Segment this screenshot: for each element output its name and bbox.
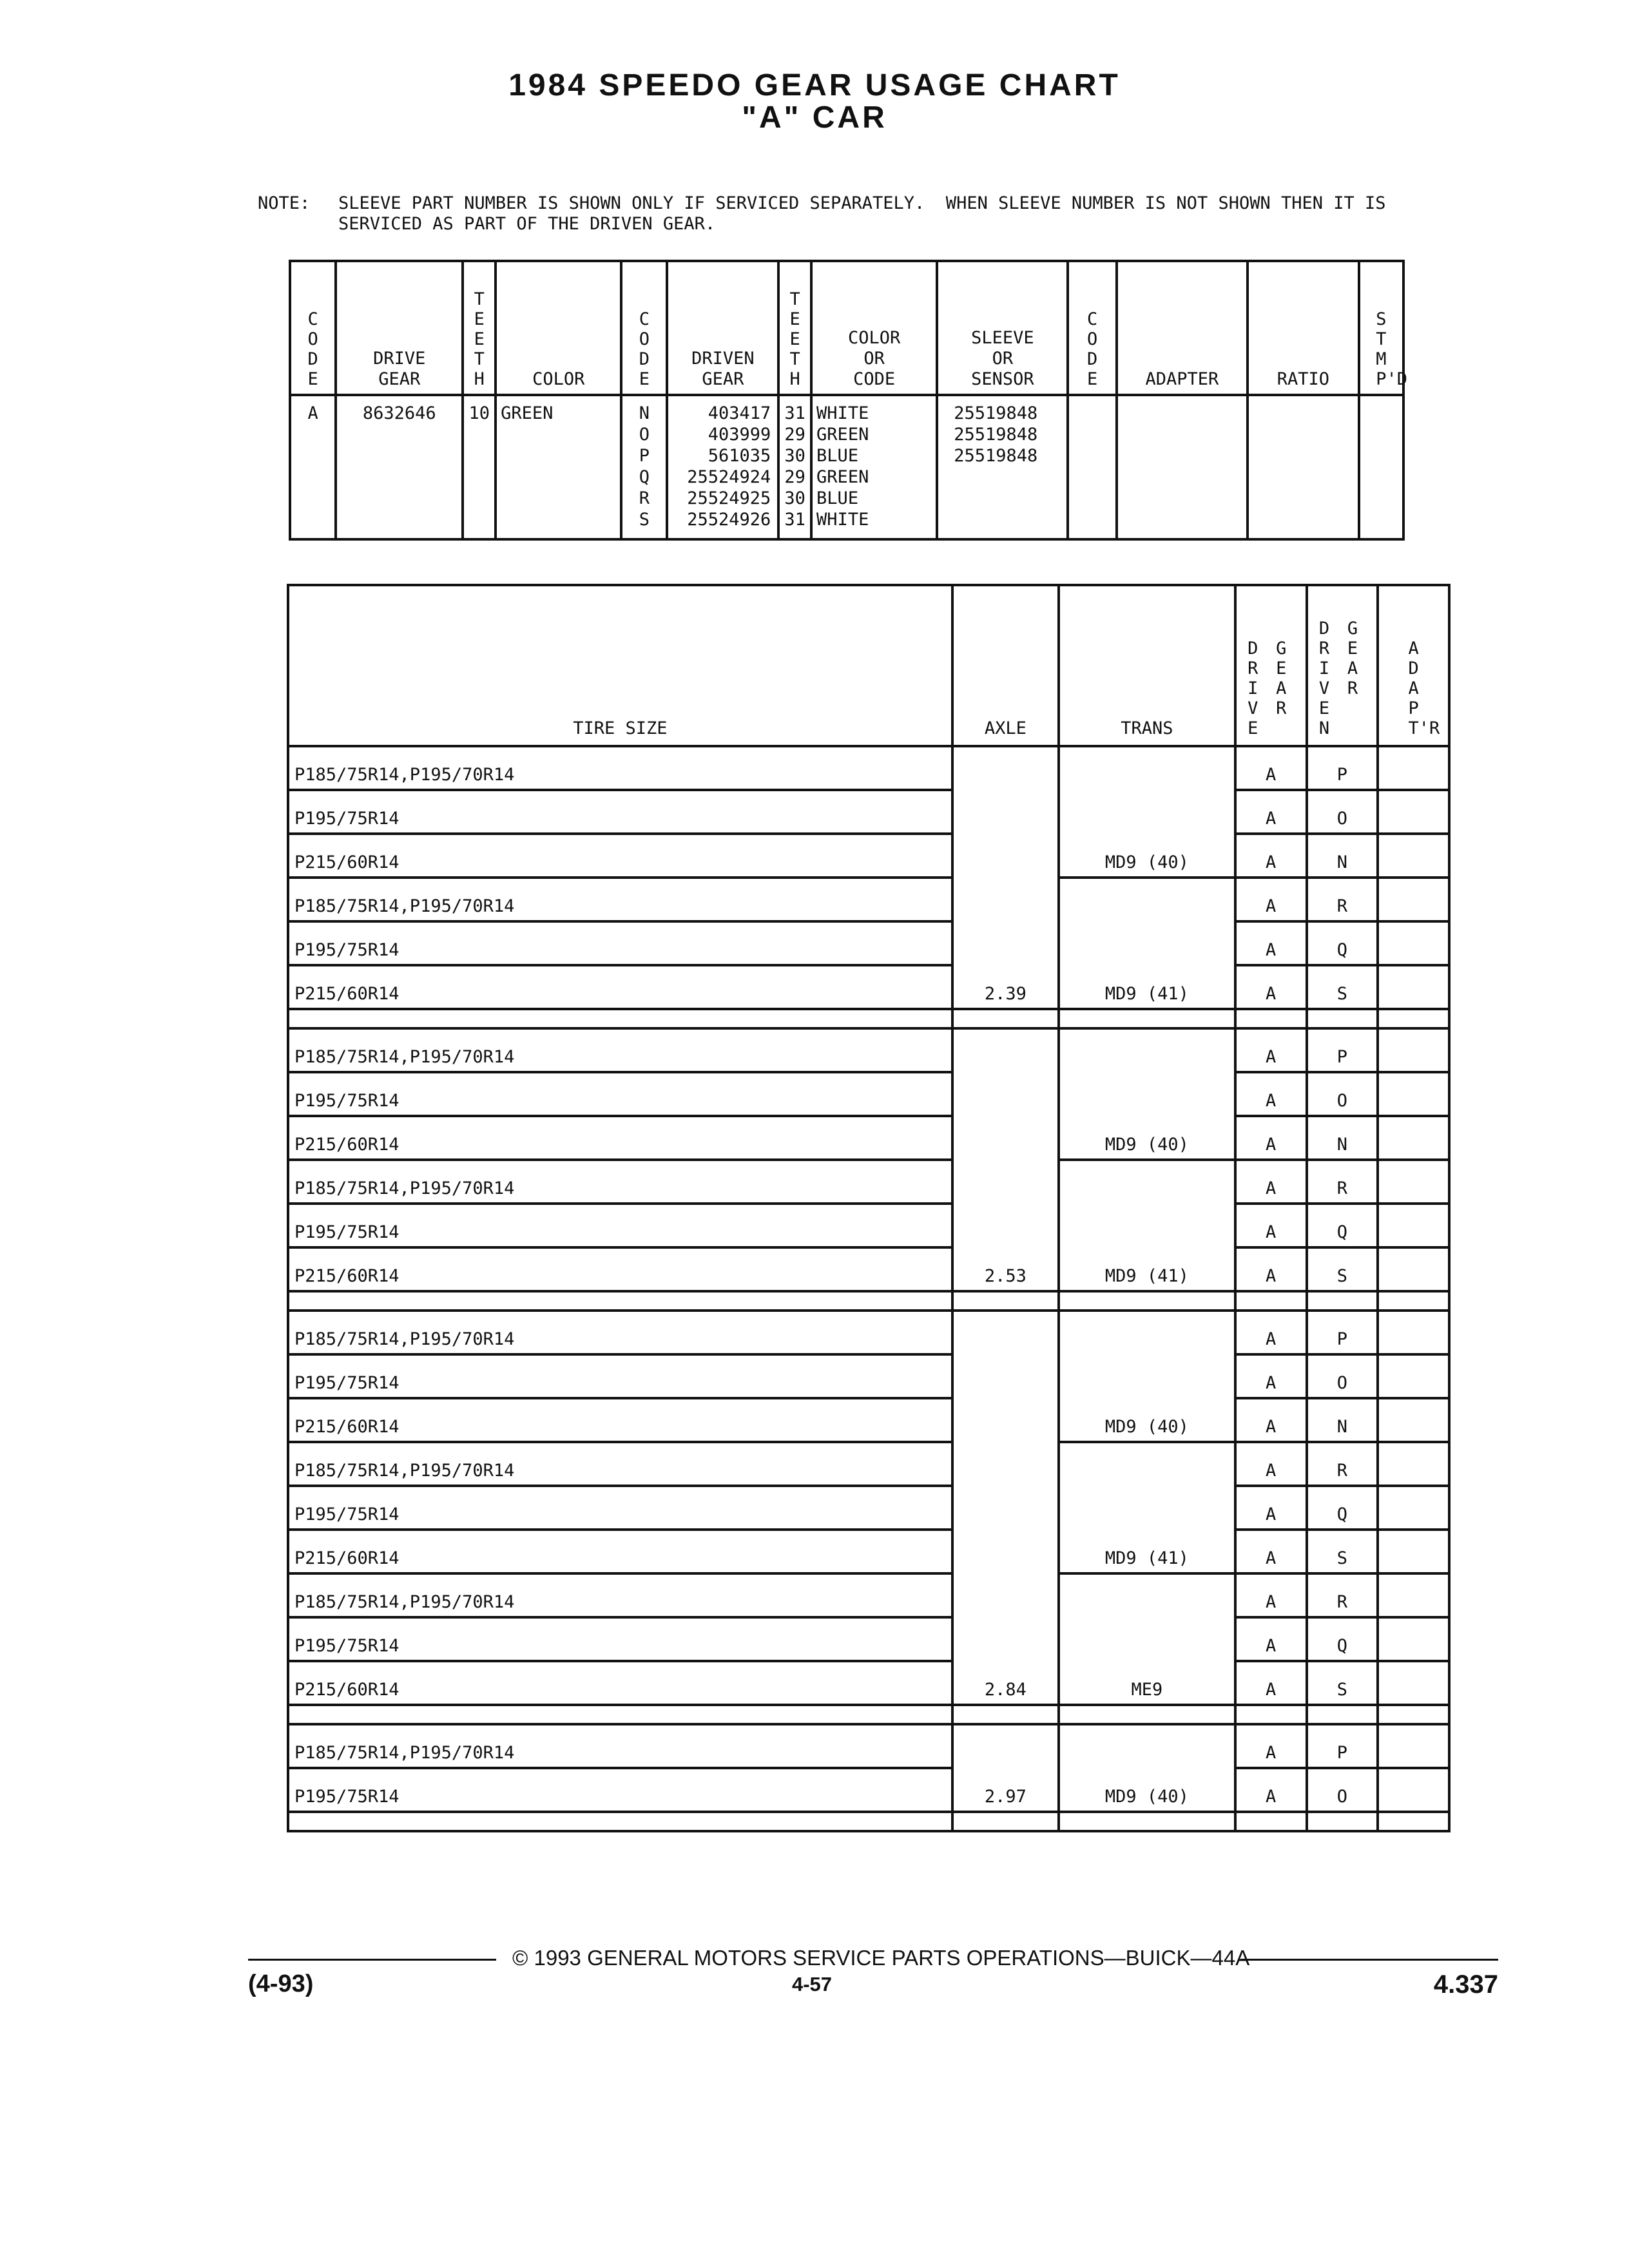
adapter-cell	[1378, 1204, 1449, 1247]
spacer-cell	[1378, 1812, 1449, 1831]
adapter-cell	[1378, 1354, 1449, 1398]
axle-cell	[952, 878, 1059, 921]
axle-cell	[952, 1028, 1059, 1072]
tire-size-cell: P195/75R14	[288, 1486, 952, 1530]
group-spacer	[288, 1705, 1449, 1724]
note-label: NOTE:	[258, 193, 311, 213]
tire-size-cell: P185/75R14,P195/70R14	[288, 1160, 952, 1204]
drive-gear-cell: A	[1235, 1204, 1307, 1247]
axle-cell	[952, 746, 1059, 790]
axle-cell	[952, 921, 1059, 965]
sleeve-number: 25519848	[954, 403, 1038, 423]
adapter-cell	[1378, 1311, 1449, 1354]
header-sleeve-3: SENSOR	[971, 369, 1034, 389]
spacer-cell	[1235, 1291, 1307, 1311]
adapter-cell	[1378, 1573, 1449, 1617]
axle-cell	[952, 790, 1059, 834]
axle-cell	[952, 1204, 1059, 1247]
driven-gear-cell: O	[1307, 790, 1378, 834]
table-row	[288, 1768, 1449, 1812]
trans-cell	[1059, 1617, 1235, 1661]
adapter-cell	[1378, 878, 1449, 921]
axle-cell: 2.84	[952, 1661, 1059, 1705]
tire-table-header	[288, 585, 1449, 746]
trans-cell: MD9 (40)	[1059, 1398, 1235, 1442]
axle-cell	[952, 1573, 1059, 1617]
header-color-or-code-1: COLOR	[847, 328, 901, 348]
trans-cell	[1059, 1072, 1235, 1116]
drive-gear-cell: A	[1235, 1028, 1307, 1072]
sleeve-number: 25519848	[954, 446, 1038, 466]
drive-gear-cell: A	[1235, 1617, 1307, 1661]
trans-cell	[1059, 1028, 1235, 1072]
table-row	[288, 1247, 1449, 1291]
drive-gear-cell: A	[1235, 1768, 1307, 1812]
tire-size-cell: P185/75R14,P195/70R14	[288, 1028, 952, 1072]
tire-size-cell: P185/75R14,P195/70R14	[288, 1442, 952, 1486]
spacer-cell	[1307, 1291, 1378, 1311]
footer-rule-right	[1240, 1959, 1498, 1961]
header-drive-gear-1: DRIVE	[373, 349, 426, 369]
drive-gear-cell: A	[1235, 1530, 1307, 1573]
driven-color: WHITE	[816, 403, 869, 423]
header-drive-gear-2: GEAR	[378, 369, 421, 389]
trans-cell: MD9 (41)	[1059, 965, 1235, 1009]
driven-gear-cell: S	[1307, 965, 1378, 1009]
tire-size-cell: P195/75R14	[288, 1768, 952, 1812]
driven-gear-cell: Q	[1307, 1617, 1378, 1661]
driven-gear-cell: R	[1307, 878, 1378, 921]
tire-size-cell: P215/60R14	[288, 834, 952, 878]
trans-cell: MD9 (40)	[1059, 1768, 1235, 1812]
adapter-cell	[1378, 1116, 1449, 1160]
table-row	[288, 1028, 1449, 1072]
row-color: GREEN	[501, 403, 554, 423]
driven-code: R	[639, 488, 650, 508]
tire-table	[287, 584, 1451, 1832]
driven-code: Q	[639, 467, 650, 487]
group-spacer	[288, 1009, 1449, 1028]
driven-teeth: 29	[784, 467, 805, 487]
header-teeth: TEETH	[474, 289, 485, 389]
tire-size-cell: P185/75R14,P195/70R14	[288, 1573, 952, 1617]
driven-gear-cell: P	[1307, 1724, 1378, 1768]
tire-size-cell: P215/60R14	[288, 1398, 952, 1442]
table-row	[288, 1354, 1449, 1398]
header-code-2: CODE	[639, 309, 650, 389]
adapter-cell	[1378, 921, 1449, 965]
spacer-cell	[288, 1009, 952, 1028]
adapter-cell	[1378, 1160, 1449, 1204]
driven-color: GREEN	[816, 467, 869, 487]
driven-gear-cell: S	[1307, 1661, 1378, 1705]
driven-gear-cell: R	[1307, 1160, 1378, 1204]
header-tire-size: TIRE SIZE	[573, 718, 668, 738]
drive-gear-cell: A	[1235, 1398, 1307, 1442]
note-line-1: SLEEVE PART NUMBER IS SHOWN ONLY IF SERVICED SEPARATELY. WHEN SLEEVE NUMBER IS NOT SHOWN THEN IT IS	[338, 193, 1386, 213]
table-row	[288, 965, 1449, 1009]
gear-table-row	[290, 395, 1403, 539]
tire-size-cell: P185/75R14,P195/70R14	[288, 1724, 952, 1768]
group-spacer	[288, 1291, 1449, 1311]
axle-cell	[952, 1160, 1059, 1204]
driven-gear-cell: P	[1307, 746, 1378, 790]
header-teeth-2: TEETH	[789, 289, 800, 389]
axle-cell	[952, 1486, 1059, 1530]
table-row	[288, 921, 1449, 965]
header-axle: AXLE	[984, 718, 1027, 738]
adapter-cell	[1378, 1617, 1449, 1661]
header-drive-gear-right: GEAR	[1276, 639, 1287, 718]
driven-gear-cell: Q	[1307, 1486, 1378, 1530]
table-row	[288, 790, 1449, 834]
axle-cell	[952, 1617, 1059, 1661]
header-sleeve-2: OR	[992, 349, 1014, 369]
trans-cell	[1059, 1160, 1235, 1204]
table-row	[288, 1724, 1449, 1768]
driven-gear-cell: N	[1307, 1116, 1378, 1160]
drive-gear-cell: A	[1235, 1442, 1307, 1486]
tire-size-cell: P215/60R14	[288, 1247, 952, 1291]
adapter-cell	[1378, 1661, 1449, 1705]
header-color: COLOR	[532, 369, 585, 389]
drive-gear-cell: A	[1235, 1247, 1307, 1291]
table-row	[288, 878, 1449, 921]
row-teeth: 10	[468, 403, 490, 423]
adapter-cell	[1378, 834, 1449, 878]
tire-size-cell: P215/60R14	[288, 965, 952, 1009]
driven-color: BLUE	[816, 446, 859, 466]
footer-page-right: 4.337	[1433, 1970, 1498, 1999]
table-row	[288, 834, 1449, 878]
tire-size-cell: P195/75R14	[288, 1204, 952, 1247]
trans-cell: MD9 (41)	[1059, 1530, 1235, 1573]
axle-cell	[952, 1072, 1059, 1116]
trans-cell: ME9	[1059, 1661, 1235, 1705]
drive-gear-cell: A	[1235, 1573, 1307, 1617]
table-row	[288, 1573, 1449, 1617]
header-driven-gear-left: DRIVEN	[1318, 619, 1330, 738]
trans-cell	[1059, 746, 1235, 790]
footer-copyright: © 1993 GENERAL MOTORS SERVICE PARTS OPERATIONS—BUICK—44A	[512, 1946, 1250, 1970]
trans-cell	[1059, 1354, 1235, 1398]
trans-cell	[1059, 921, 1235, 965]
adapter-cell	[1378, 1247, 1449, 1291]
header-color-or-code-2: OR	[863, 349, 885, 369]
tire-size-cell: P185/75R14,P195/70R14	[288, 878, 952, 921]
trans-cell	[1059, 1724, 1235, 1768]
drive-gear-cell: A	[1235, 834, 1307, 878]
tire-size-cell: P195/75R14	[288, 921, 952, 965]
spacer-cell	[1059, 1291, 1235, 1311]
header-code-3: CODE	[1086, 309, 1098, 389]
table-row	[288, 1204, 1449, 1247]
axle-cell	[952, 1116, 1059, 1160]
drive-gear-cell: A	[1235, 1354, 1307, 1398]
tire-size-cell: P195/75R14	[288, 1617, 952, 1661]
driven-code: N	[639, 403, 650, 423]
page-subtitle: "A" CAR	[742, 101, 887, 135]
driven-teeth: 30	[784, 446, 805, 466]
spacer-cell	[952, 1009, 1059, 1028]
driven-color: WHITE	[816, 510, 869, 530]
driven-gear: 25524926	[687, 510, 771, 530]
adapter-cell	[1378, 1486, 1449, 1530]
header-drive-gear	[1248, 639, 1294, 738]
table-row	[288, 1116, 1449, 1160]
tire-size-cell: P195/75R14	[288, 1354, 952, 1398]
spacer-cell	[1307, 1812, 1378, 1831]
header-ratio: RATIO	[1277, 369, 1330, 389]
trans-cell: MD9 (40)	[1059, 834, 1235, 878]
header-trans: TRANS	[1121, 718, 1173, 738]
drive-gear-cell: A	[1235, 921, 1307, 965]
driven-gear: 25524924	[687, 467, 771, 487]
header-driven-gear-2: GEAR	[702, 369, 744, 389]
driven-gear-cell: N	[1307, 834, 1378, 878]
spacer-cell	[1307, 1705, 1378, 1724]
trans-cell	[1059, 1204, 1235, 1247]
spacer-cell	[1235, 1705, 1307, 1724]
header-adapter: ADAPT'R	[1408, 639, 1440, 738]
driven-gear: 403417	[708, 403, 771, 423]
spacer-cell	[1378, 1009, 1449, 1028]
drive-gear-cell: A	[1235, 1724, 1307, 1768]
spacer-cell	[1235, 1009, 1307, 1028]
table-row	[288, 1486, 1449, 1530]
driven-gear: 25524925	[687, 488, 771, 508]
footer-date: (4-93)	[248, 1970, 314, 1997]
table-row	[288, 1442, 1449, 1486]
tire-size-cell: P215/60R14	[288, 1116, 952, 1160]
drive-gear-cell: A	[1235, 1311, 1307, 1354]
axle-cell	[952, 1442, 1059, 1486]
group-spacer	[288, 1812, 1449, 1831]
drive-gear-cell: A	[1235, 1486, 1307, 1530]
page-title: 1984 SPEEDO GEAR USAGE CHART	[508, 68, 1121, 102]
drive-gear-cell: A	[1235, 790, 1307, 834]
table-row	[288, 1617, 1449, 1661]
axle-cell: 2.97	[952, 1768, 1059, 1812]
header-sleeve-1: SLEEVE	[971, 328, 1034, 348]
trans-cell	[1059, 1573, 1235, 1617]
driven-gear-cell: O	[1307, 1354, 1378, 1398]
driven-gear-cell: Q	[1307, 1204, 1378, 1247]
adapter-cell	[1378, 1028, 1449, 1072]
table-row	[288, 1398, 1449, 1442]
driven-gear-cell: N	[1307, 1398, 1378, 1442]
spacer-cell	[1307, 1009, 1378, 1028]
driven-teeth: 30	[784, 488, 805, 508]
header-code: CODE	[307, 309, 318, 389]
spacer-cell	[1235, 1812, 1307, 1831]
driven-code: S	[639, 510, 650, 530]
header-drive-gear-left: DRIVE	[1248, 639, 1258, 738]
spacer-cell	[288, 1291, 952, 1311]
spacer-cell	[288, 1705, 952, 1724]
driven-color: GREEN	[816, 425, 869, 445]
tire-size-cell: P215/60R14	[288, 1661, 952, 1705]
footer-page-center: 4-57	[791, 1973, 833, 1995]
adapter-cell	[1378, 965, 1449, 1009]
drive-gear-cell: A	[1235, 965, 1307, 1009]
adapter-cell	[1378, 746, 1449, 790]
drive-gear-cell: A	[1235, 1160, 1307, 1204]
gear-table-header	[290, 261, 1403, 395]
adapter-cell	[1378, 1398, 1449, 1442]
spacer-cell	[1059, 1705, 1235, 1724]
axle-cell	[952, 834, 1059, 878]
footer-rule-left	[248, 1959, 496, 1961]
trans-cell	[1059, 878, 1235, 921]
header-stmpd: STMP'D	[1376, 309, 1408, 389]
driven-color: BLUE	[816, 488, 859, 508]
driven-code: O	[639, 425, 650, 445]
axle-cell: 2.53	[952, 1247, 1059, 1291]
tire-size-cell: P195/75R14	[288, 790, 952, 834]
driven-gear-cell: P	[1307, 1028, 1378, 1072]
header-driven-gear	[1319, 619, 1365, 738]
drive-gear-cell: A	[1235, 878, 1307, 921]
trans-cell	[1059, 790, 1235, 834]
tire-size-cell: P215/60R14	[288, 1530, 952, 1573]
axle-cell: 2.39	[952, 965, 1059, 1009]
header-driven-gear-1: DRIVEN	[691, 349, 755, 369]
spacer-cell	[952, 1705, 1059, 1724]
adapter-cell	[1378, 1530, 1449, 1573]
note-line-2: SERVICED AS PART OF THE DRIVEN GEAR.	[338, 214, 716, 234]
sleeve-number: 25519848	[954, 425, 1038, 445]
adapter-cell	[1378, 1072, 1449, 1116]
tire-table-body	[288, 746, 1449, 1831]
adapter-cell	[1378, 1442, 1449, 1486]
spacer-cell	[1378, 1291, 1449, 1311]
driven-gear-cell: S	[1307, 1247, 1378, 1291]
row-drive-gear: 8632646	[362, 403, 436, 423]
header-driven-gear-right: GEAR	[1347, 619, 1358, 698]
trans-cell: MD9 (41)	[1059, 1247, 1235, 1291]
driven-gear: 561035	[708, 446, 771, 466]
tire-size-cell: P195/75R14	[288, 1072, 952, 1116]
drive-gear-cell: A	[1235, 1072, 1307, 1116]
table-row	[288, 746, 1449, 790]
axle-cell	[952, 1724, 1059, 1768]
adapter-cell	[1378, 1768, 1449, 1812]
trans-cell	[1059, 1486, 1235, 1530]
driven-gear-cell: P	[1307, 1311, 1378, 1354]
tire-size-cell: P185/75R14,P195/70R14	[288, 746, 952, 790]
driven-teeth: 31	[784, 403, 805, 423]
spacer-cell	[952, 1812, 1059, 1831]
driven-code: P	[639, 446, 650, 466]
drive-gear-cell: A	[1235, 1116, 1307, 1160]
table-row	[288, 1072, 1449, 1116]
trans-cell	[1059, 1442, 1235, 1486]
axle-cell	[952, 1398, 1059, 1442]
driven-gear-cell: O	[1307, 1768, 1378, 1812]
spacer-cell	[1378, 1705, 1449, 1724]
table-row	[288, 1311, 1449, 1354]
driven-teeth: 29	[784, 425, 805, 445]
row-code: A	[307, 403, 318, 423]
spacer-cell	[1059, 1009, 1235, 1028]
gear-table	[289, 260, 1408, 541]
table-row	[288, 1661, 1449, 1705]
table-row	[288, 1530, 1449, 1573]
driven-teeth: 31	[784, 510, 805, 530]
table-row	[288, 1160, 1449, 1204]
spacer-cell	[952, 1291, 1059, 1311]
driven-gear-cell: O	[1307, 1072, 1378, 1116]
axle-cell	[952, 1311, 1059, 1354]
drive-gear-cell: A	[1235, 1661, 1307, 1705]
trans-cell	[1059, 1311, 1235, 1354]
tire-size-cell: P185/75R14,P195/70R14	[288, 1311, 952, 1354]
driven-gear-cell: R	[1307, 1573, 1378, 1617]
spacer-cell	[288, 1812, 952, 1831]
driven-gear-cell: Q	[1307, 921, 1378, 965]
trans-cell: MD9 (40)	[1059, 1116, 1235, 1160]
adapter-cell	[1378, 1724, 1449, 1768]
axle-cell	[952, 1530, 1059, 1573]
adapter-cell	[1378, 790, 1449, 834]
spacer-cell	[1059, 1812, 1235, 1831]
driven-gear: 403999	[708, 425, 771, 445]
driven-gear-cell: S	[1307, 1530, 1378, 1573]
driven-gear-cell: R	[1307, 1442, 1378, 1486]
axle-cell	[952, 1354, 1059, 1398]
header-adapter: ADAPTER	[1145, 369, 1219, 389]
drive-gear-cell: A	[1235, 746, 1307, 790]
header-color-or-code-3: CODE	[853, 369, 896, 389]
